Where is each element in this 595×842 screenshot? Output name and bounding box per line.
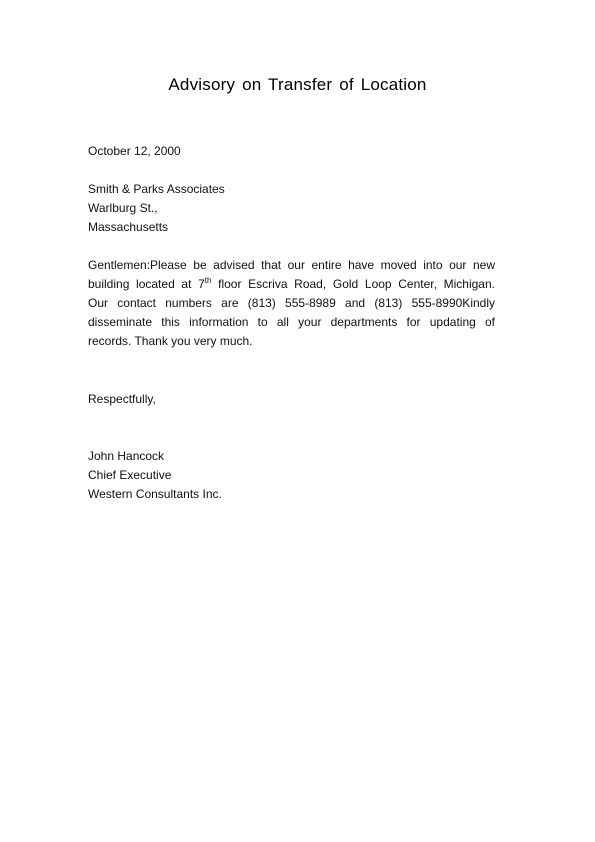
recipient-state: Massachusetts <box>88 220 169 234</box>
letter-date: October 12, 2000 <box>88 144 181 158</box>
letter-body <box>88 256 495 351</box>
body-line-4: disseminate this information to all your departments for updating of <box>88 315 495 329</box>
body-line-2-start: building located at 7 <box>88 277 205 291</box>
recipient-street: Warlburg St., <box>88 201 158 215</box>
body-line-5: records. Thank you very much. <box>88 334 253 348</box>
letter-closing: Respectfully, <box>88 392 156 406</box>
signer-name: John Hancock <box>88 449 165 463</box>
recipient-name: Smith & Parks Associates <box>88 182 225 196</box>
signer-position: Chief Executive <box>88 468 172 482</box>
floor-ordinal-suffix: th <box>204 276 212 285</box>
body-line-3: Our contact numbers are (813) 555-8989 and (813) 555-8990Kindly <box>88 296 495 310</box>
body-line-2 <box>88 275 495 294</box>
signer-company: Western Consultants Inc. <box>88 487 222 501</box>
letter-title: Advisory on Transfer of Location <box>168 75 427 94</box>
body-line-2-end: floor Escriva Road, Gold Loop Center, Michigan. <box>211 277 495 291</box>
body-line-1: Gentlemen:Please be advised that our entire have moved into our new <box>88 258 495 272</box>
